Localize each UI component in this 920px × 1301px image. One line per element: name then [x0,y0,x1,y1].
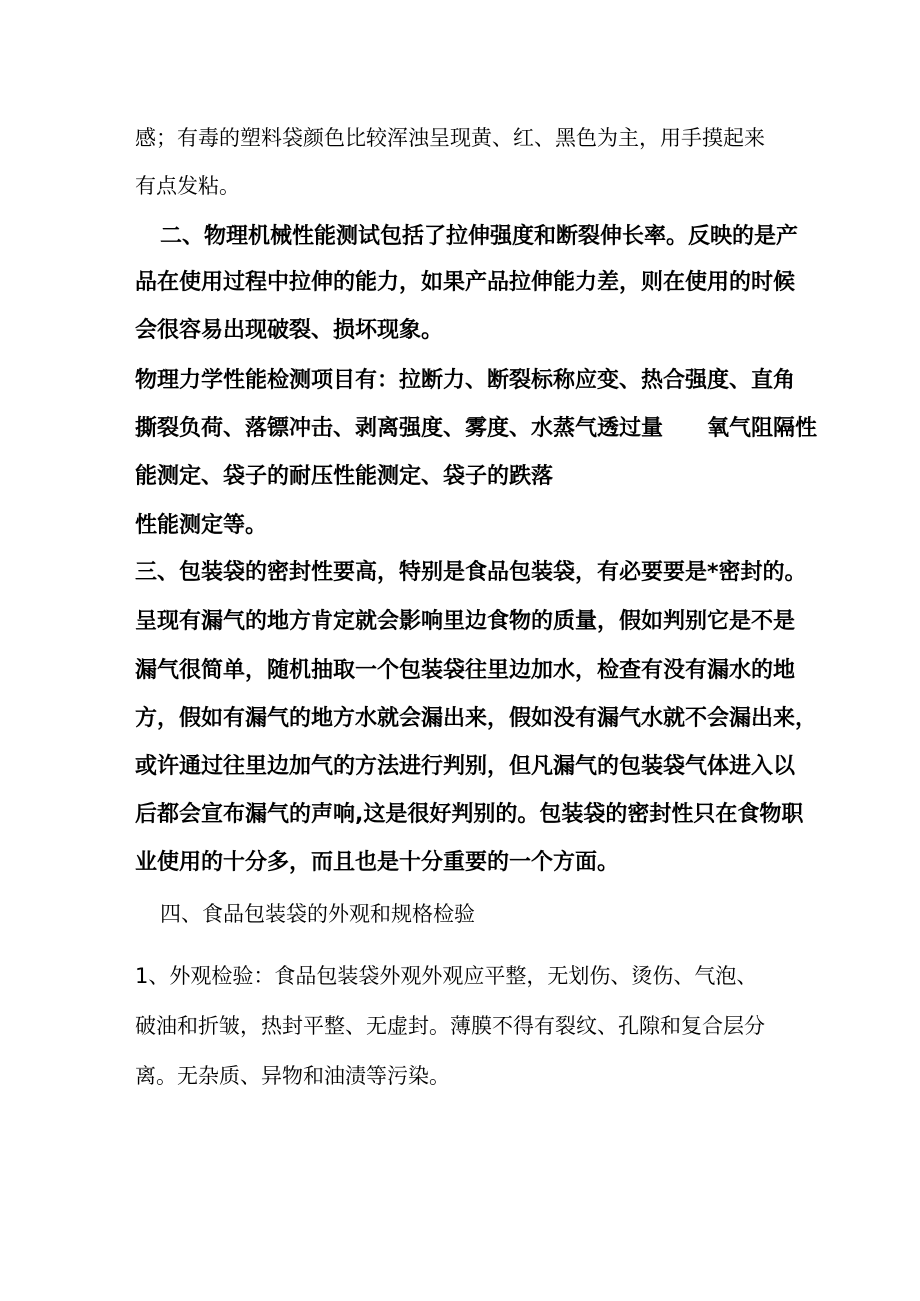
text-line: 或许通过往里边加气的方法进行判别，但凡漏气的包装袋气体进入以 [135,754,796,779]
section-heading-line: 三、包装袋的密封性要高，特别是食品包装袋，有必要要是*密封的。 [135,560,807,585]
text-line: 漏气很简单，随机抽取一个包装袋往里边加水，检查有没有漏水的地 [135,658,796,683]
text-line: 感；有毒的塑料袋颜色比较浑浊呈现黄、红、黑色为主，用手摸起来 [135,126,765,150]
text-line: 1、外观检验：食品包装袋外观外观应平整，无划伤、烫伤、气泡、 [135,964,758,988]
text-line: 呈现有漏气的地方肯定就会影响里边食物的质量，假如判别它是不是 [135,609,796,634]
text-line: 撕裂负荷、落镖冲击、剥离强度、雾度、水蒸气透过量 氧气阻隔性 [135,416,818,441]
section-heading: 四、食品包装袋的外观和规格检验 [160,902,475,926]
text-line: 后都会宣布漏气的声响,这是很好判别的。包装袋的密封性只在食物职 [135,802,804,827]
text-line: 会很容易出现破裂、损坏现象。 [135,318,444,343]
text-line: 有点发粘。 [135,174,240,198]
text-line: 破油和折皱，热封平整、无虚封。薄膜不得有裂纹、孔隙和复合层分 [135,1014,765,1038]
text-line: 方，假如有漏气的地方水就会漏出来，假如没有漏气水就不会漏出来， [135,706,818,731]
text-line: 品在使用过程中拉伸的能力，如果产品拉伸能力差，则在使用的时候 [135,270,796,295]
text-line: 业使用的十分多，而且也是十分重要的一个方面。 [135,850,620,875]
text-line: 物理力学性能检测项目有：拉断力、断裂标称应变、热合强度、直角 [135,368,796,393]
text-line: 能测定、袋子的耐压性能测定、袋子的跌落 [135,464,554,489]
text-line: 性能测定等。 [135,513,268,538]
text-line: 离。无杂质、异物和油渍等污染。 [135,1064,450,1088]
section-heading-line: 二、物理机械性能测试包括了拉伸强度和断裂伸长率。反映的是产 [160,224,799,249]
